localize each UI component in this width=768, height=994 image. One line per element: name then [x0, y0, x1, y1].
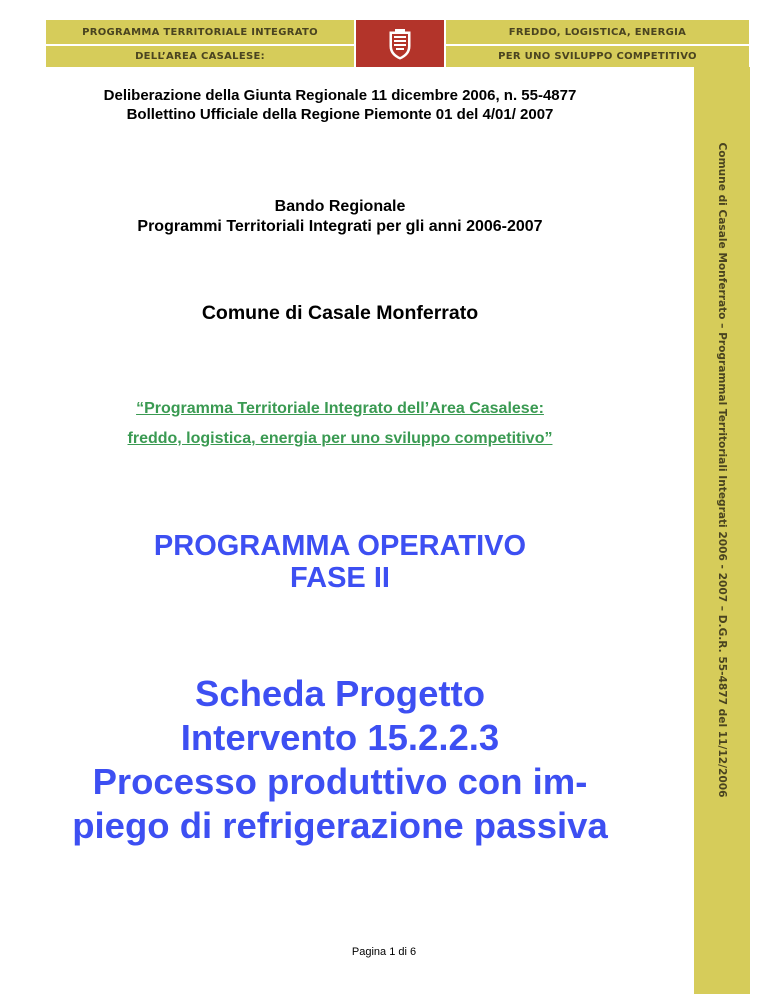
header-right-line2: PER UNO SVILUPPO COMPETITIVO [446, 46, 749, 67]
coat-of-arms-icon [387, 28, 413, 60]
program-title-line1: “Programma Territoriale Integrato dell’Area Casalese: [136, 400, 544, 417]
scheda-title [0, 672, 680, 848]
scheda-line3: Processo produttivo con im- [92, 761, 588, 802]
bando-block [0, 197, 680, 237]
header-right-line1: FREDDO, LOGISTICA, ENERGIA [446, 20, 749, 44]
operative-title [0, 530, 680, 594]
deliberation-line1: Deliberazione della Giunta Regionale 11 dicembre 2006, n. 55-4877 [103, 87, 577, 104]
operative-line1: PROGRAMMA OPERATIVO [153, 530, 527, 562]
operative-line2: FASE II [290, 562, 390, 594]
deliberation-block [0, 86, 680, 124]
deliberation-line2: Bollettino Ufficiale della Regione Piemonte 01 del 4/01/ 2007 [126, 106, 554, 123]
header-left-line2: DELL’AREA CASALESE: [46, 46, 354, 67]
scheda-line2: Intervento 15.2.2.3 [180, 717, 500, 758]
comune-title: Comune di Casale Monferrato [201, 302, 479, 324]
program-title [0, 394, 680, 454]
bando-line1: Bando Regionale [274, 198, 406, 215]
sidebar-text: Comune di Casale Monferrato – Programmal Territoriali Integrati 2006 - 2007 – D.G.R. 55-4877 del 11/12/2006 [716, 142, 728, 798]
header-left-line1: PROGRAMMA TERRITORIALE INTEGRATO [46, 20, 354, 44]
scheda-line4: piego di refrigerazione passiva [72, 805, 608, 846]
bando-line2: Programmi Territoriali Integrati per gli anni 2006-2007 [137, 218, 543, 235]
page-number: Pagina 1 di 6 [351, 946, 417, 958]
scheda-line1: Scheda Progetto [194, 673, 486, 714]
header-logo [356, 20, 444, 67]
program-title-line2: freddo, logistica, energia per uno sviluppo competitivo” [127, 430, 553, 447]
